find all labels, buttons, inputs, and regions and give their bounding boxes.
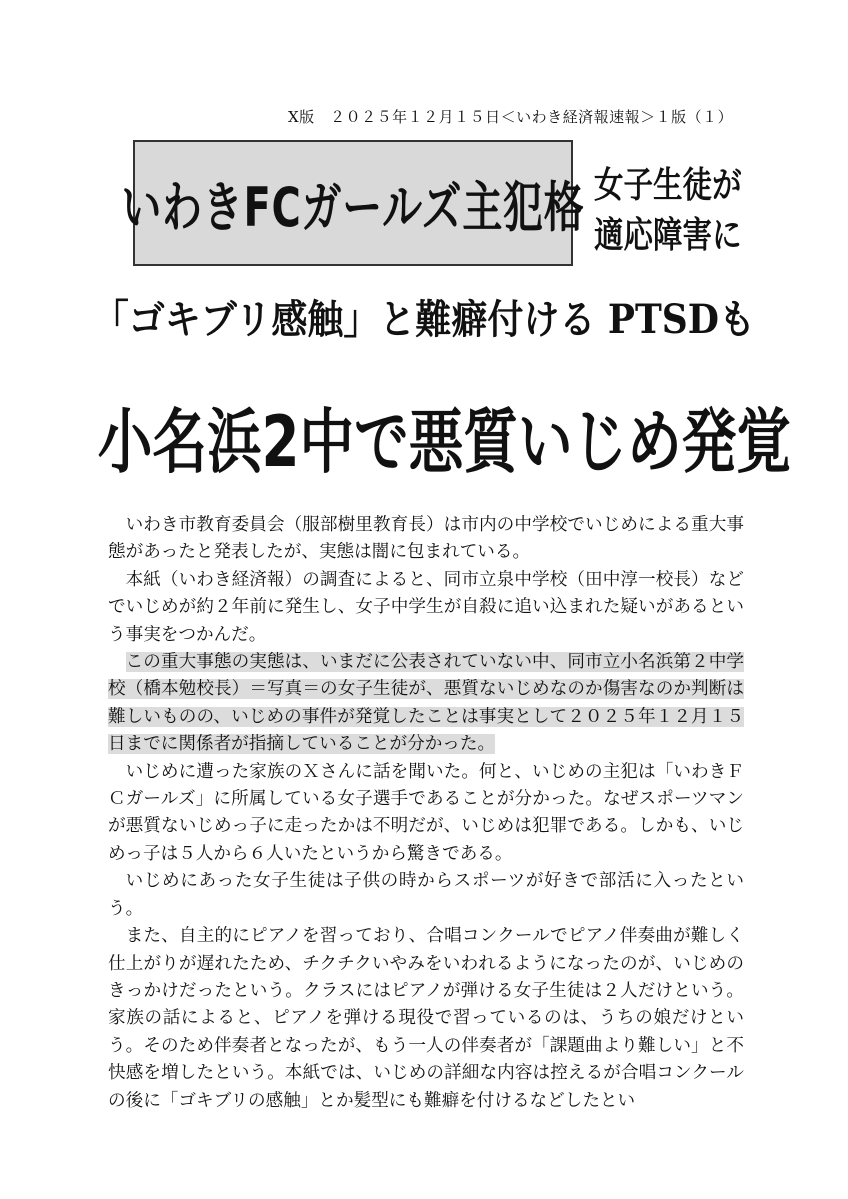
paragraph-1: いわき市教育委員会（服部樹里教育長）は市内の中学校でいじめによる重大事態があったと発表したが、実態は闇に包まれている。	[108, 515, 744, 563]
highlighted-text: この重大事態の実態は、いまだに公表されていない中、同市立小名浜第２中学校（橋本勉校長）＝写真＝の女子生徒が、悪質ないじめなのか傷害なのか判断は難しいものの、いじめの事件が発覚したことは事実として２０２５年１２月１５日までに関係者が指摘していることが分かった。	[108, 652, 744, 755]
side-headline-line2: 適応障害に	[594, 214, 742, 256]
paragraph-4: いじめに遭った家族のＸさんに話を聞いた。何と、いじめの主犯は「いわきＦＣガールズ」に所属している女子選手であることが分かった。なぜスポーツマンが悪質ないじめっ子に走ったかは不明だが、いじめは犯罪である。しかも、いじめっ子は５人から６人いたというから驚きである。	[108, 761, 744, 864]
paragraph-5: いじめにあった女子生徒は子供の時からスポーツが好きで部活に入ったという。	[108, 871, 744, 919]
subheadline	[0, 288, 848, 345]
side-headline-line1: 女子生徒が	[594, 164, 742, 206]
edition-line: X版 ２０２５年１２月１５日＜いわき経済報速報＞１版（１）	[288, 108, 734, 126]
boxed-headline	[121, 140, 585, 266]
subheadline-text: 「ゴキブリ感触」と難癖付ける PTSDも	[92, 296, 756, 343]
article-body	[108, 512, 744, 1115]
main-headline	[0, 386, 848, 487]
main-headline-text: 小名浜2中で悪質いじめ発覚	[97, 401, 791, 483]
paragraph-6: また、自主的にピアノを習っており、合唱コンクールでピアノ伴奏曲が難しく仕上がりが遅れたため、チクチクいやみをいわれるようになったのが、いじめのきっかけだったという。クラスにはピアノが弾ける女子生徒は２人だけという。家族の話によると、ピアノを弾ける現役で習っているのは、うちの娘だけという。そのため伴奏者となったが、もう一人の伴奏者が「課題曲より難しい」と不快感を増したという。本紙では、いじめの詳細な内容は控えるが合唱コンクールの後に「ゴキブリの感触」とか髪型にも難癖を付けるなどしたとい	[108, 926, 744, 1111]
side-headline	[594, 160, 774, 260]
boxed-headline-text: いわきFCガールズ主犯格	[121, 175, 585, 239]
paragraph-2: 本紙（いわき経済報）の調査によると、同市立泉中学校（田中淳一校長）などでいじめが約２年前に発生し、女子中学生が自殺に追い込まれた疑いがあるという事実をつかんだ。	[108, 569, 744, 645]
paragraph-3-highlighted	[108, 649, 744, 759]
